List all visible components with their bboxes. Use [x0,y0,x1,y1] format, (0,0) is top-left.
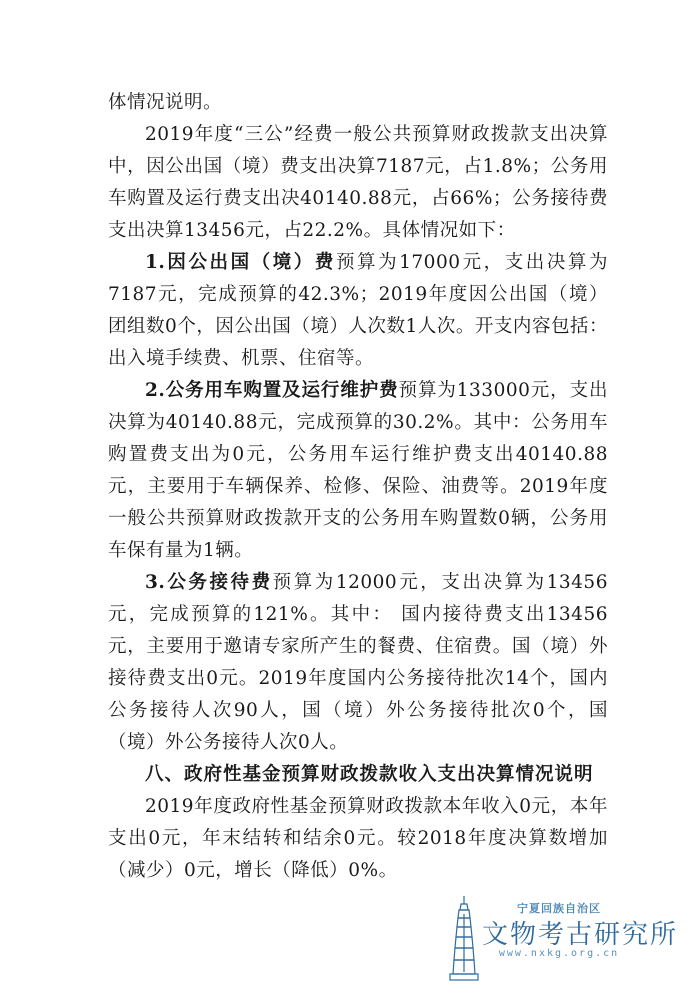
paragraph-reception-costs [108,567,608,759]
institute-watermark [444,888,684,988]
section-heading-8: 八、政府性基金预算财政拨款收入支出决算情况说明 [145,764,594,785]
paragraph-vehicle-costs [108,375,608,567]
paragraph-overseas-travel [108,247,608,375]
vehicle-costs-label: 2.公务用车购置及运行维护费 [145,380,399,401]
watermark-institute-name: 文物考古研究所 [482,920,679,950]
watermark-region-text: 宁夏回族自治区 [517,902,601,915]
paragraph-government-fund: 2019年度政府性基金预算财政拨款本年收入0元，本年支出0元，年末结转和结余0元。较2018年度决算数增加（减少）0元，增长（降低）0%。 [108,796,608,881]
reception-costs-text: 预算为12000元，支出决算为13456元，完成预算的121%。其中： 国内接待费支出13456元，主要用于邀请专家所产生的餐费、住宿费。国（境）外接待费支出0元。2019年度国内公务接待批次14个，国内公务接待人次90人，国（境）外公务接待批次0个，国（境）外公务接待人次0人。 [108,572,608,753]
watermark-url: www.nxkg.org.cn [498,948,620,959]
reception-costs-label: 3.公务接待费 [145,572,273,593]
paragraph-three-public-summary: 2019年度“三公”经费一般公共预算财政拨款支出决算中，因公出国（境）费支出决算7187元，占1.8%；公务用车购置及运行费支出决40140.88元，占66%；公务接待费支出决算13456元，占22.2%。具体情况如下： [108,124,608,241]
overseas-travel-label: 1.因公出国（境）费 [145,252,336,273]
vehicle-costs-text: 预算为133000元，支出决算为40140.88元，完成预算的30.2%。其中：公务用车购置费支出为0元，公务用车运行维护费支出40140.88元，主要用于车辆保养、检修、保险、油费等。2019年度一般公共预算财政拨款开支的公务用车购置数0辆，公务用车保有量为1辆。 [108,380,608,561]
paragraph-intro-tail: 体情况说明。 [108,92,223,113]
overseas-travel-text: 预算为17000元，支出决算为7187元，完成预算的42.3%；2019年度因公出国（境）团组数0个，因公出国（境）人次数1人次。开支内容包括：出入境手续费、机票、住宿等。 [108,252,608,369]
pagoda-icon [444,894,484,984]
